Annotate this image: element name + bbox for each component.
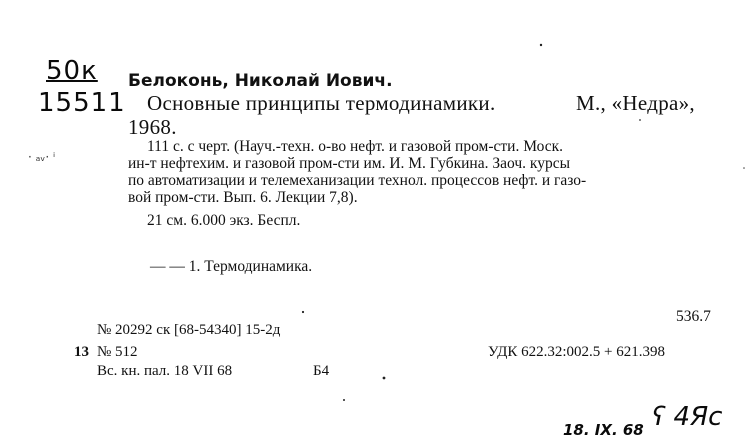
- card-number: 13: [74, 344, 89, 360]
- description-line-4: вой пром-сти. Вып. 6. Лекции 7,8).: [128, 189, 358, 206]
- handwritten-signature: ʕ 4Яс: [652, 402, 723, 432]
- imprint: М., «Недра»,: [576, 91, 695, 115]
- registry-line: № 20292 ск [68-54340] 15-2д: [97, 322, 281, 338]
- speck: [743, 167, 745, 169]
- printing-line: Вс. кн. пал. 18 VII 68: [97, 363, 233, 379]
- format-line: 21 см. 6.000 экз. Беспл.: [147, 212, 301, 229]
- margin-note: · ₐᵥ· ⁱ: [28, 150, 56, 164]
- classification-number: 536.7: [676, 308, 711, 325]
- description-line-3: по автоматизации и телемеханизации технол. процессов нефт. и газо-: [128, 172, 587, 189]
- speck: [383, 377, 386, 380]
- shelf-mark-line2: 15511: [38, 88, 126, 118]
- publication-year: 1968.: [128, 115, 177, 139]
- shelf-mark-line1: 50к: [46, 56, 98, 86]
- book-title: Основные принципы термодинамики.: [147, 91, 496, 115]
- card-no-line: № 512: [97, 344, 138, 360]
- description-line-2: ин-т нефтехим. и газовой пром-сти им. И. М. Губкина. Заоч. курсы: [128, 155, 570, 172]
- speck: [639, 119, 641, 121]
- speck: [302, 311, 304, 313]
- subject-entry: — — 1. Термодинамика.: [150, 258, 313, 275]
- udk-line: УДК 622.32:002.5 + 621.398: [488, 344, 665, 360]
- speck: [540, 44, 542, 46]
- stamp-partial: Б4: [313, 363, 330, 379]
- description-line-1: 111 с. с черт. (Науч.-техн. о-во нефт. и газовой пром-сти. Моск.: [147, 138, 564, 155]
- speck: [343, 399, 345, 401]
- handwritten-date: 18. IX. 68: [563, 421, 644, 439]
- author-heading: Белоконь, Николай Иович.: [128, 71, 393, 91]
